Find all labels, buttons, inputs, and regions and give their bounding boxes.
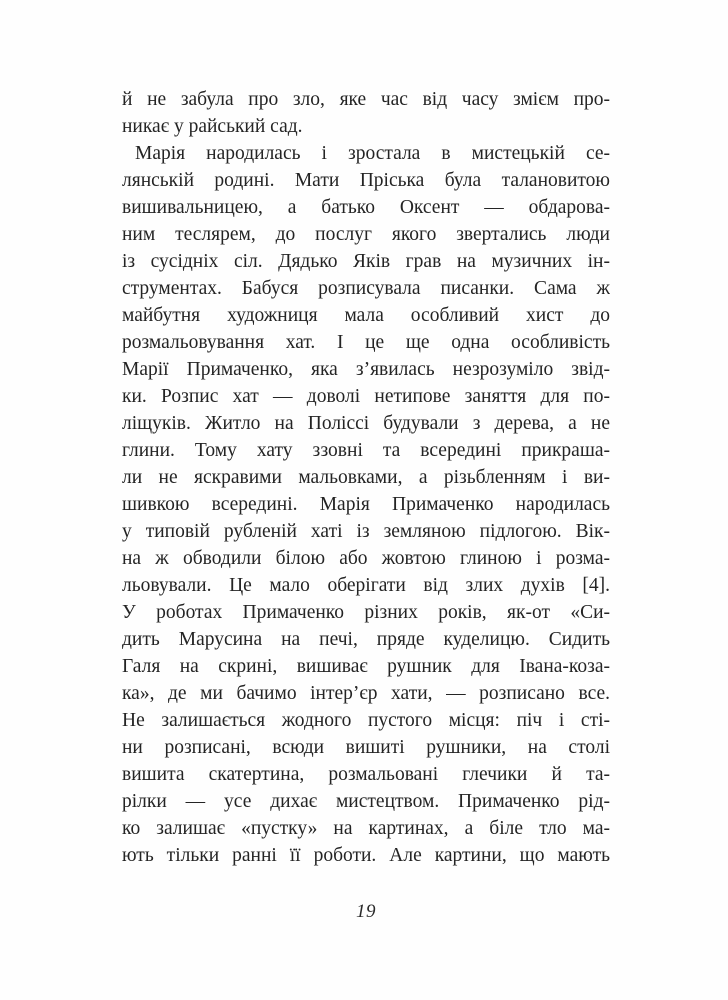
text-line: никає у райський сад. <box>122 116 303 137</box>
text-line: ки. Розпис хат — доволі нетипове заняття для по- <box>122 386 610 407</box>
text-line: Галя на скрині, вишиває рушник для Івана-коза- <box>122 656 610 677</box>
text-line: вишита скатертина, розмальовані глечики й та- <box>122 764 610 785</box>
text-line: у типовій рубленій хаті із земляною підлогою. Вік- <box>122 521 610 542</box>
text-line: лянській родині. Мати Пріська була талановитою <box>122 170 610 191</box>
text-line: ліщуків. Житло на Поліссі будували з дерева, а не <box>122 413 610 434</box>
text-line: струментах. Бабуся розписувала писанки. Сама ж <box>122 278 610 299</box>
text-line: рілки — усе дихає мистецтвом. Примаченко рід- <box>122 791 610 812</box>
text-line: майбутня художниця мала особливий хист до <box>122 305 610 326</box>
text-line: Марія народилась і зростала в мистецькій се- <box>135 143 610 164</box>
text-line: розмальовування хат. І це ще одна особливість <box>122 332 610 353</box>
text-line: глини. Тому хату ззовні та всередині прикраша- <box>122 440 610 461</box>
text-line: ли не яскравими мальовками, а різьбленням і ви- <box>122 467 610 488</box>
text-line: ни розписані, всюди вишиті рушники, на столі <box>122 737 610 758</box>
text-line: на ж обводили білою або жовтою глиною і розма- <box>122 548 610 569</box>
text-line: льовували. Це мало оберігати від злих духів [4]. <box>122 575 610 596</box>
text-line: ють тільки ранні її роботи. Але картини, що мають <box>122 845 610 866</box>
text-line: У роботах Примаченко різних років, як-от «Си- <box>122 602 610 623</box>
text-line: Не залишається жодного пустого місця: піч і сті- <box>122 710 610 731</box>
page-number: 19 <box>356 901 376 922</box>
text-line: Марії Примаченко, яка з’явилась незрозуміло звід- <box>122 359 610 380</box>
text-line: шивкою всередині. Марія Примаченко народилась <box>122 494 610 515</box>
text-line: ка», де ми бачимо інтер’єр хати, — розписано все. <box>122 683 610 704</box>
body-text-block <box>122 86 610 869</box>
text-line: й не забула про зло, яке час від часу змієм про- <box>122 89 610 110</box>
text-line: дить Марусина на печі, пряде куделицю. Сидить <box>122 629 610 650</box>
text-line: ко залишає «пустку» на картинах, а біле тло ма- <box>122 818 610 839</box>
text-line: із сусідніх сіл. Дядько Яків грав на музичних ін- <box>122 251 610 272</box>
text-line: вишивальницею, а батько Оксент — обдарова- <box>122 197 610 218</box>
text-line: ним теслярем, до послуг якого звертались люди <box>122 224 610 245</box>
